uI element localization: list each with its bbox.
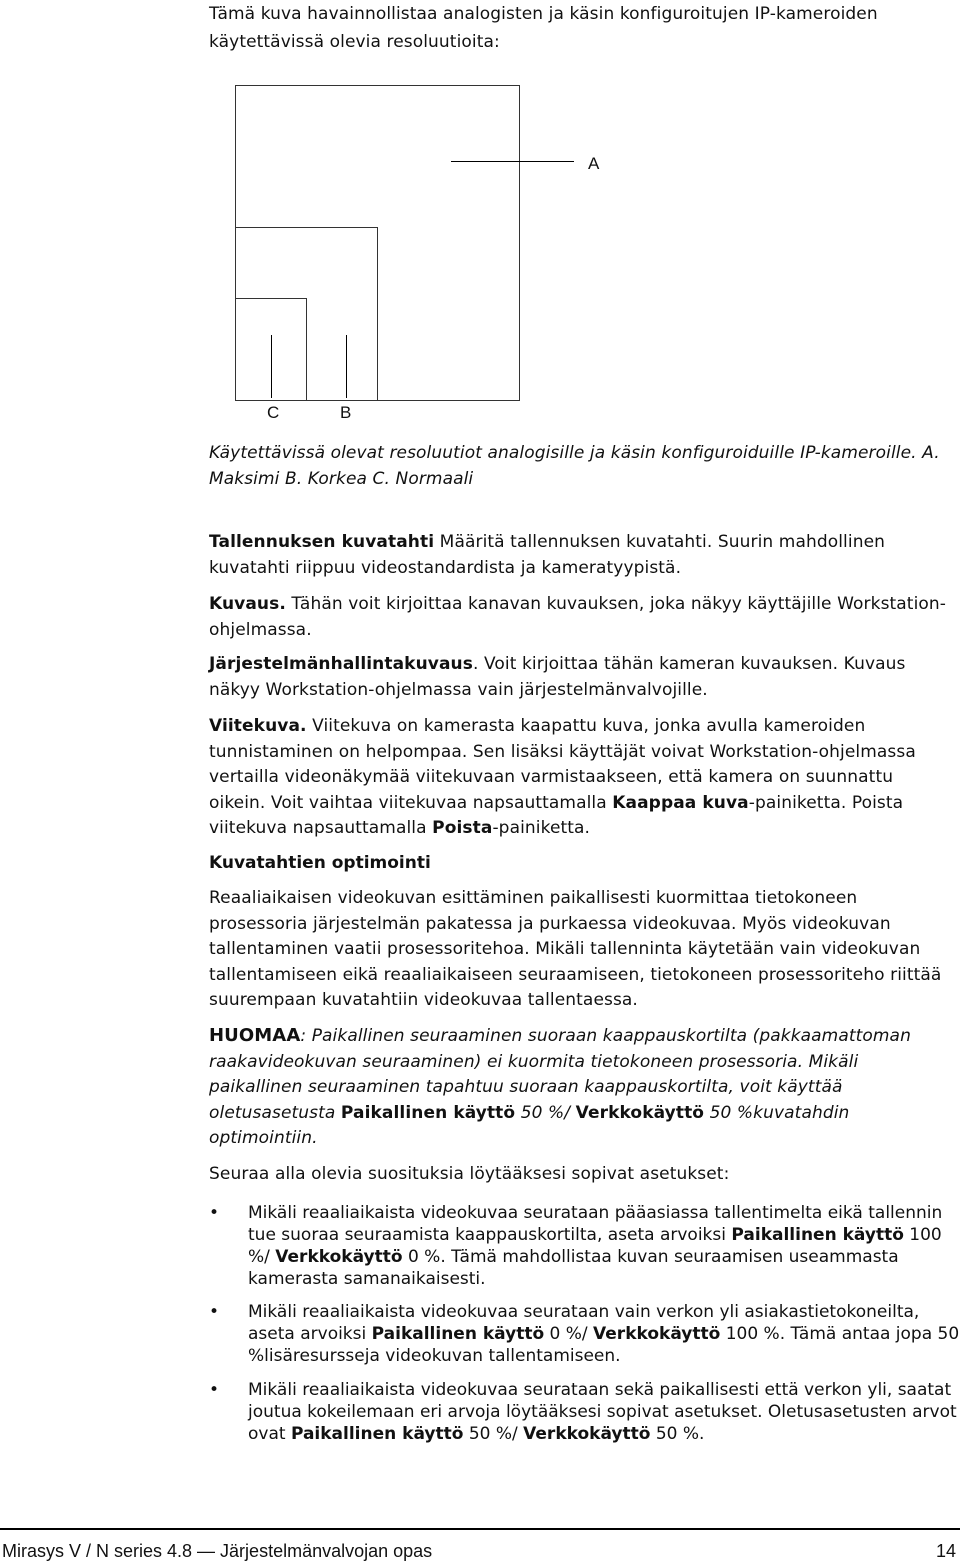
capture-image-button-ref: Kaappaa kuva xyxy=(612,792,749,813)
admin-description-paragraph xyxy=(209,652,949,703)
reference-image-text: Viitekuva on kamerasta kaapattu kuva, jonka avulla kameroiden tunnistaminen on helpompaa. Sen lisäksi käyttäjät voivat Workstation-ohjelmassa vertailla videonäkymää viitekuvaan varmistaakseen, että kamera on suunnattu oikein. Voit vaihtaa viitekuvaa napsauttamalla xyxy=(209,716,916,813)
footer-title: Mirasys V / N series 4.8 — Järjestelmänvalvojan opas xyxy=(2,1541,433,1561)
note-paragraph xyxy=(209,1023,949,1152)
admin-description-text: . Voit kirjoittaa tähän kameran kuvauksen. Kuvaus näkyy Workstation-ohjelmassa vain järjestelmänvalvojille. xyxy=(209,654,906,700)
reference-image-term: Viitekuva. xyxy=(209,716,307,736)
follow-paragraph: Seuraa alla olevia suosituksia löytääksesi sopivat asetukset: xyxy=(209,1164,730,1184)
note-label: HUOMAA xyxy=(209,1025,301,1046)
bullet-icon: • xyxy=(209,1203,220,1223)
resolution-diagram xyxy=(0,0,960,430)
reference-image-paragraph xyxy=(209,714,949,842)
frame-rate-text: Määritä tallennuksen kuvatahti. Suurin mahdollinen kuvatahti riippuu videostandardista ja kameratyypistä. xyxy=(209,532,886,578)
frame-rate-term: Tallennuksen kuvatahti xyxy=(209,532,435,552)
bullet-icon: • xyxy=(209,1302,220,1322)
section-heading: Kuvatahtien optimointi xyxy=(209,853,431,873)
list-item-text: Mikäli reaaliaikaista videokuvaa seurataan vain verkon yli asiakastietokoneilta, aseta arvoiksi Paikallinen käyttö 0 %/ Verkkokäyttö 100 %. Tämä antaa jopa 50 %lisäresursseja videokuvan tallentamiseen. xyxy=(248,1302,960,1366)
note-text-3: 50 %kuvatahdin optimointiin. xyxy=(209,1102,850,1148)
description-paragraph xyxy=(209,592,949,643)
label-c: C xyxy=(267,403,280,422)
page-number: 14 xyxy=(935,1541,956,1561)
reference-image-text-2: -painiketta. Poista viitekuva napsauttamalla xyxy=(209,792,904,838)
description-text: Tähän voit kirjoittaa kanavan kuvauksen, joka näkyy käyttäjille Workstation-ohjelmassa. xyxy=(209,594,947,640)
note-text: : Paikallinen seuraaminen suoraan kaappauskortilta (pakkaamattoman raakavideokuvan seuraaminen) ei kuormita tietokoneen prosessoria. Mikäli paikallinen seuraaminen tapahtuu suoraan kaappauskortilta, voit käyttää oletusasetusta xyxy=(209,1026,911,1123)
list-item-text: Mikäli reaaliaikaista videokuvaa seurataan sekä paikallisesti että verkon yli, saatat joutua kokeilemaan eri arvoja löytääksesi sopivat asetukset. Oletusasetusten arvot ovat Paikallinen käyttö 50 %/ Verkkokäyttö 50 %. xyxy=(248,1380,957,1444)
intro-paragraph: Tämä kuva havainnollistaa analogisten ja käsin konfiguroitujen IP-kameroiden käytettävissä olevia resoluutioita: xyxy=(209,4,878,52)
figure-caption: Käytettävissä olevat resoluutiot analogisille ja käsin konfiguroiduille IP-kameroille. A. Maksimi B. Korkea C. Normaali xyxy=(209,443,940,489)
note-network-use: Verkkokäyttö xyxy=(575,1102,705,1123)
bullet-icon: • xyxy=(209,1380,220,1400)
label-a: A xyxy=(588,154,600,173)
description-term: Kuvaus. xyxy=(209,594,286,614)
list-item-text: Mikäli reaaliaikaista videokuvaa seurataan pääasiassa tallentimelta eikä tallennin tue suoraa seuraamista kaappauskortilta, aseta arvoiksi Paikallinen käyttö 100 %/ Verkkokäyttö 0 %. Tämä mahdollistaa kuvan seuraamisen useammasta kamerasta samanaikaisesti. xyxy=(248,1203,943,1289)
label-b: B xyxy=(340,403,352,422)
note-local-use: Paikallinen käyttö xyxy=(340,1102,516,1123)
optimization-paragraph: Reaaliaikaisen videokuvan esittäminen paikallisesti kuormittaa tietokoneen prosessoria järjestelmän pakatessa ja purkaessa videokuvaa. Myös videokuvan tallentaminen vaatii prosessoritehoa. Mikäli tallenninta käytetään vain videokuvan tallentamiseen eikä reaaliaikaiseen seuraamiseen, tietokoneen prosessoriteho riittää suurempaan kuvatahtiin videokuvaa tallentaessa. xyxy=(209,888,942,1010)
remove-button-ref: Poista xyxy=(432,818,493,838)
admin-description-term: Järjestelmänhallintakuvaus xyxy=(209,654,473,674)
footer-divider xyxy=(0,1528,960,1530)
frame-rate-paragraph xyxy=(209,530,949,581)
reference-image-text-3: -painiketta. xyxy=(492,818,591,838)
note-text-2: 50 %/ xyxy=(515,1102,576,1123)
